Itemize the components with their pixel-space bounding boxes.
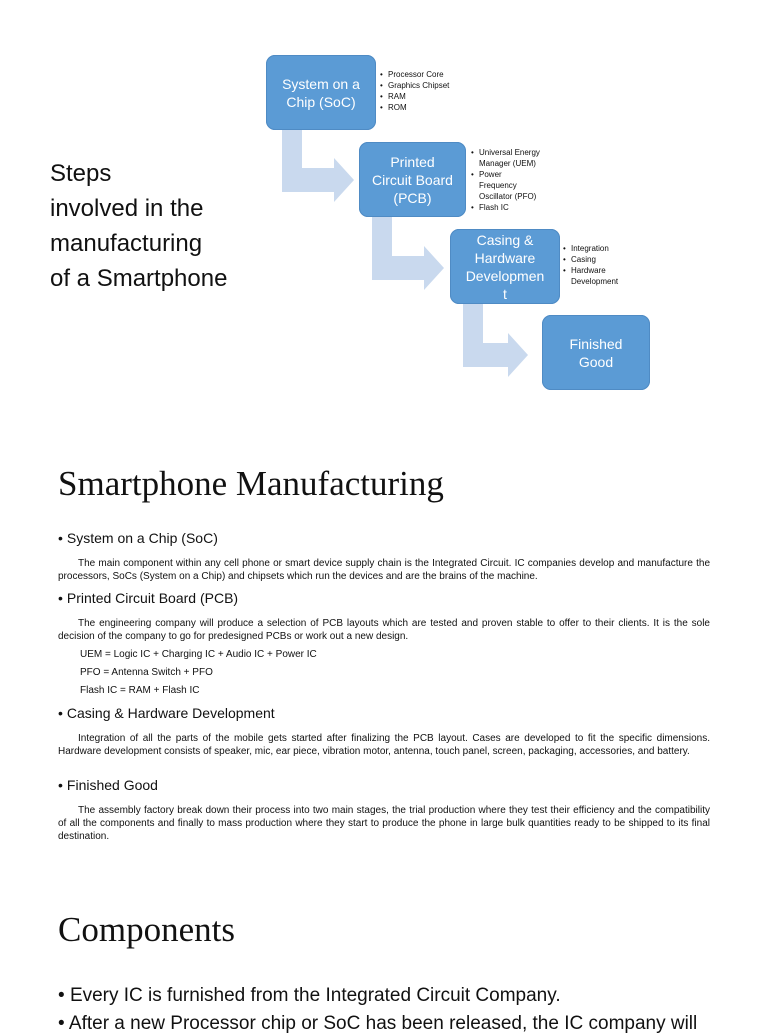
- note-item: • Casing: [563, 254, 653, 265]
- step-box-finished: [542, 315, 650, 390]
- formula-flash: Flash IC = RAM + Flash IC: [80, 685, 200, 696]
- components-bullet-2: [58, 1012, 710, 1036]
- bullet-dot: •: [58, 530, 63, 546]
- note-item: • Graphics Chipset: [380, 80, 480, 91]
- paragraph-text: The assembly factory break down their process into two main stages, the trial production where they test their efficiency and the compatibility of all the components and finally to mass production where they start to produce the phone in large bulk quantities ready to be shipped to its final destination.: [58, 805, 710, 842]
- paragraph-casing: [58, 732, 710, 758]
- paragraph-soc: [58, 557, 710, 583]
- paragraph-text: Integration of all the parts of the mobile gets started after finalizing the PCB layout. Cases are developed to fit the specific dimensions. Hardware development consists of speaker, mic, ear piece, vibration motor, antenna, touch panel, screen, packaging, accessories, and battery.: [58, 733, 710, 757]
- bullet-dot: •: [58, 777, 63, 793]
- arrow-3: [463, 304, 528, 377]
- step-box-pcb: [359, 142, 466, 217]
- bullet-heading: Printed Circuit Board (PCB): [66, 590, 239, 606]
- step-notes-casing: [563, 243, 653, 287]
- step-label-finished: Finished Good: [569, 335, 623, 370]
- bullet-heading: System on a Chip (SoC): [66, 530, 218, 546]
- paragraph-finished: [58, 804, 710, 843]
- bullet-text: After a new Processor chip or SoC has been released, the IC company will: [68, 1013, 698, 1034]
- bullet-text: Every IC is furnished from the Integrated Circuit Company.: [69, 985, 561, 1006]
- step-notes-soc: [380, 69, 480, 113]
- bullet-soc: [58, 530, 218, 546]
- bullet-heading: Finished Good: [66, 777, 158, 793]
- bullet-finished: [58, 777, 158, 793]
- note-item: • Hardware Development: [563, 265, 653, 287]
- arrow-2: [372, 217, 444, 290]
- formula-uem: UEM = Logic IC + Charging IC + Audio IC + Power IC: [80, 649, 317, 660]
- note-item: • Power Frequency Oscillator (PFO): [471, 169, 561, 202]
- step-label-casing: Casing & Hardware Developmen t: [465, 231, 545, 302]
- paragraph-pcb: [58, 617, 710, 643]
- note-item: • Flash IC: [471, 202, 561, 213]
- formula-pfo: PFO = Antenna Switch + PFO: [80, 667, 213, 678]
- note-item: • Integration: [563, 243, 653, 254]
- bullet-pcb: [58, 590, 238, 606]
- paragraph-text: The engineering company will produce a selection of PCB layouts which are tested and proven stable to offer to their clients. It is the sole decision of the company to go for predesigned PCBs or work out a new design.: [58, 618, 710, 642]
- bullet-heading: Casing & Hardware Development: [66, 705, 275, 721]
- note-item: • RAM: [380, 91, 480, 102]
- bullet-dot: •: [58, 590, 63, 606]
- bullet-dot: •: [58, 985, 65, 1006]
- step-label-soc: System on a Chip (SoC): [282, 75, 360, 110]
- components-title: Components: [58, 910, 235, 949]
- diagram-side-heading: Steps involved in the manufacturing of a Smartphone: [50, 160, 228, 292]
- components-bullet-1: [58, 984, 710, 1008]
- bullet-dot: •: [58, 705, 63, 721]
- bullet-dot: •: [58, 1013, 65, 1034]
- step-label-pcb: Printed Circuit Board (PCB): [372, 153, 453, 206]
- bullet-casing: [58, 705, 275, 721]
- step-box-casing: [450, 229, 560, 304]
- step-box-soc: [266, 55, 376, 130]
- step-notes-pcb: [471, 147, 561, 213]
- arrow-1: [282, 130, 354, 202]
- note-item: • Universal Energy Manager (UEM): [471, 147, 561, 169]
- note-item: • Processor Core: [380, 69, 480, 80]
- manufacturing-title: Smartphone Manufacturing: [58, 464, 444, 503]
- paragraph-text: The main component within any cell phone or smart device supply chain is the Integrated Circuit. IC companies develop and manufacture the processors, SoCs (System on a Chip) and chipsets which run the devices and are the brains of the machine.: [58, 558, 710, 582]
- note-item: • ROM: [380, 102, 480, 113]
